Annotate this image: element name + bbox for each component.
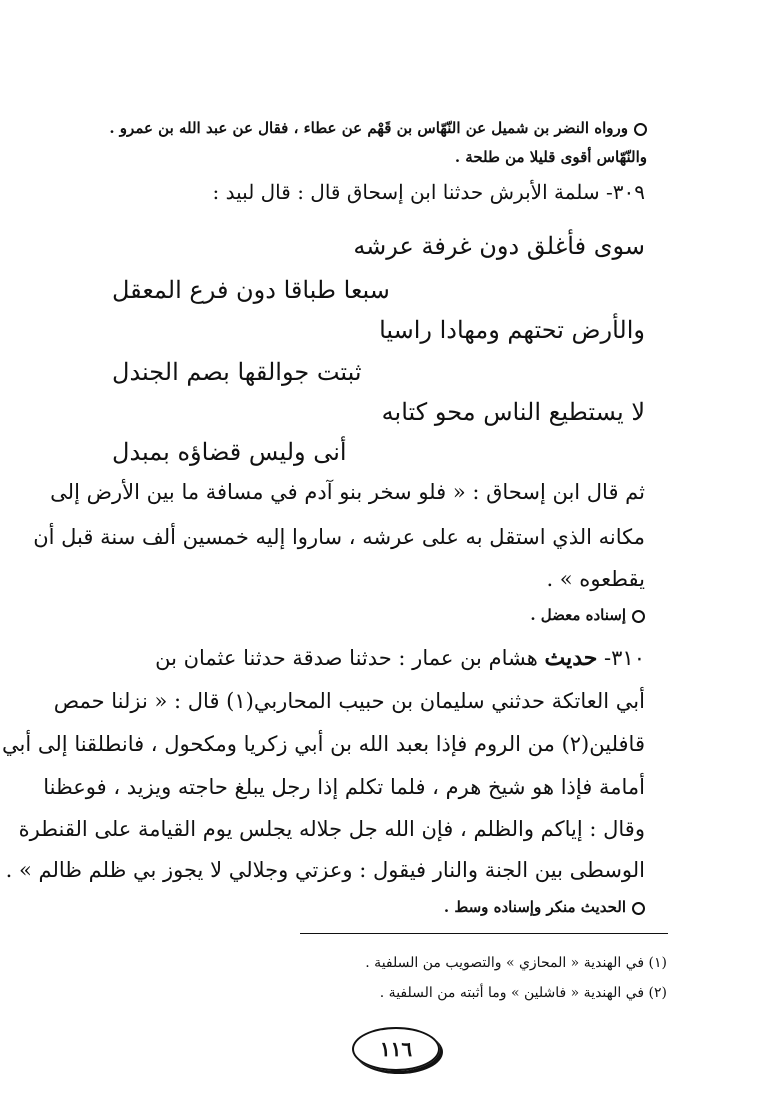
footnote-1: (١) في الهندية « المحازي » والتصويب من السلفية . — [365, 955, 667, 971]
hadith-309-intro: ٣٠٩- سلمة الأبرش حدثنا ابن إسحاق قال : قال لبيد : — [212, 180, 645, 204]
commentary-note-1-line-1: ورواه النضر بن شميل عن النّهّاس بن قَهْم عن عطاء ، فقال عن عبد الله بن عمرو . — [109, 119, 647, 137]
paragraph-1-line-3: يقطعوه » . — [546, 567, 645, 591]
page-number: ١١٦ — [352, 1027, 440, 1071]
paragraph-2-line-3: أمامة فإذا هو شيخ هرم ، فلما تكلم إذا رجل يبلغ حاجته ويزيد ، فوعظنا — [43, 775, 645, 799]
footnote-divider — [300, 933, 668, 934]
hadith-label: حديث — [544, 645, 598, 671]
paragraph-2-line-4: وقال : إياكم والظلم ، فإن الله جل جلاله يجلس يوم القيامة على القنطرة — [18, 817, 645, 841]
verse-2b: ثبتت جوالقها بصم الجندل — [112, 358, 362, 386]
hadith-310-intro — [155, 645, 645, 671]
paragraph-2-line-5: الوسطى بين الجنة والنار فيقول : وعزتي وجلالي لا يجوز بي ظلم ظالم » . — [5, 858, 645, 882]
circle-bullet-icon — [632, 902, 645, 915]
verse-3a: لا يستطيع الناس محو كتابه — [381, 398, 645, 426]
commentary-note-2: إسناده معضل . — [530, 606, 645, 624]
footnote-2: (٢) في الهندية « فاشلين » وما أثبته من السلفية . — [379, 985, 667, 1001]
verse-1b: سبعا طباقا دون فرع المعقل — [112, 276, 390, 304]
hadith-number: ٣١٠- — [604, 646, 645, 670]
hadith-310-chain: هشام بن عمار : حدثنا صدقة حدثنا عثمان بن — [155, 646, 538, 670]
verse-1a: سوى فأغلق دون غرفة عرشه — [353, 232, 645, 260]
paragraph-2-line-1: أبي العاتكة حدثني سليمان بن حبيب المحاربي(١) قال : « نزلنا حمص — [53, 689, 645, 713]
circle-bullet-icon — [632, 610, 645, 623]
verse-3b: أنى وليس قضاؤه بمبدل — [112, 438, 347, 466]
paragraph-1-line-2: مكانه الذي استقل به على عرشه ، ساروا إليه خمسين ألف سنة قبل أن — [33, 525, 645, 549]
verse-2a: والأرض تحتهم ومهادا راسيا — [379, 316, 645, 344]
paragraph-1-line-1: ثم قال ابن إسحاق : « فلو سخر بنو آدم في مسافة ما بين الأرض إلى — [50, 480, 645, 504]
commentary-note-1-line-2: والنّهّاس أقوى قليلا من طلحة . — [454, 148, 647, 166]
commentary-note-3: الحديث منكر وإسناده وسط . — [444, 898, 645, 916]
circle-bullet-icon — [634, 123, 647, 136]
paragraph-2-line-2: قافلين(٢) من الروم فإذا بعبد الله بن أبي زكريا ومكحول ، فانطلقنا إلى أبي — [2, 732, 645, 756]
